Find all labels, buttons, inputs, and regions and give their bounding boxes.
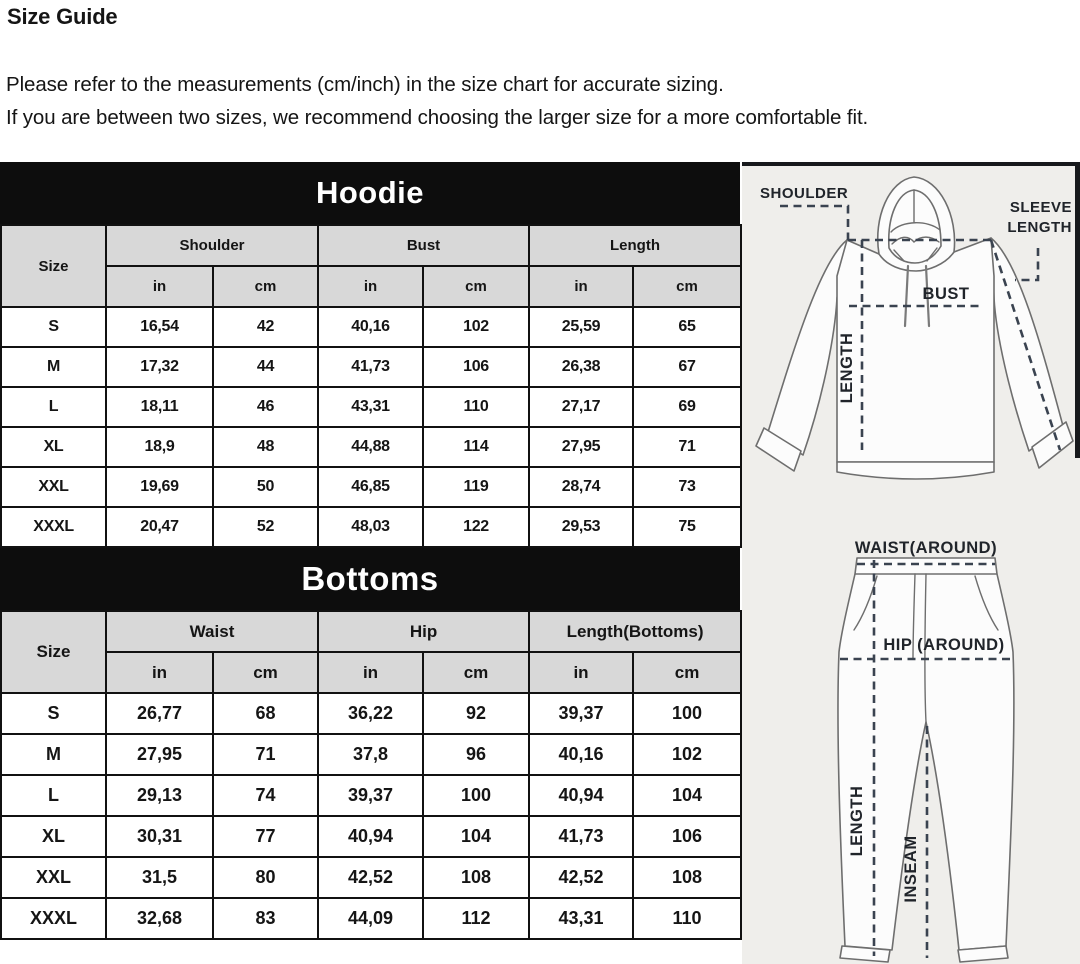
- measurement-cell: 27,17: [529, 387, 633, 427]
- measurement-cell: 92: [423, 693, 529, 734]
- table-row: [1, 387, 741, 427]
- measurement-cell: 46: [213, 387, 318, 427]
- size-cell: M: [1, 347, 106, 387]
- measurement-cell: 18,11: [106, 387, 213, 427]
- bottoms-hip-group-header: Hip: [318, 611, 529, 652]
- measurement-cell: 27,95: [529, 427, 633, 467]
- measurement-diagram: [742, 166, 1080, 964]
- hoodie-length-cm-header: cm: [633, 266, 741, 307]
- measurement-cell: 73: [633, 467, 741, 507]
- hoodie-size-table-section: [0, 162, 740, 548]
- measurement-cell: 26,38: [529, 347, 633, 387]
- measurement-cell: 20,47: [106, 507, 213, 547]
- intro-line-2: If you are between two sizes, we recommend choosing the larger size for a more comfortable fit.: [6, 106, 869, 129]
- measurement-cell: 83: [213, 898, 318, 939]
- measurement-cell: 31,5: [106, 857, 213, 898]
- shoulder-pointer-line: [780, 206, 848, 240]
- bottoms-table-title: Bottoms: [0, 548, 740, 610]
- table-row: [1, 775, 741, 816]
- size-cell: XXXL: [1, 507, 106, 547]
- measurement-cell: 41,73: [529, 816, 633, 857]
- hoodie-size-table: [0, 224, 742, 548]
- measurement-cell: 65: [633, 307, 741, 347]
- measurement-cell: 80: [213, 857, 318, 898]
- measurement-cell: 114: [423, 427, 529, 467]
- shoulder-label: SHOULDER: [760, 185, 849, 202]
- hoodie-bust-group-header: Bust: [318, 225, 529, 266]
- bottoms-waist-in-header: in: [106, 652, 213, 693]
- measurement-cell: 75: [633, 507, 741, 547]
- measurement-cell: 102: [633, 734, 741, 775]
- hip-label: HIP (AROUND): [883, 636, 1005, 654]
- hoodie-shoulder-group-header: Shoulder: [106, 225, 318, 266]
- table-row: [1, 427, 741, 467]
- measurement-cell: 26,77: [106, 693, 213, 734]
- measurement-cell: 17,32: [106, 347, 213, 387]
- page-title: Size Guide: [7, 4, 118, 29]
- measurement-cell: 52: [213, 507, 318, 547]
- measurement-cell: 42: [213, 307, 318, 347]
- hoodie-table-body: [1, 307, 741, 547]
- bottoms-waist-cm-header: cm: [213, 652, 318, 693]
- measurement-cell: 43,31: [318, 387, 423, 427]
- measurement-cell: 106: [423, 347, 529, 387]
- size-cell: M: [1, 734, 106, 775]
- bottoms-size-table-section: [0, 548, 740, 940]
- measurement-cell: 29,53: [529, 507, 633, 547]
- measurement-cell: 39,37: [529, 693, 633, 734]
- measurement-cell: 43,31: [529, 898, 633, 939]
- measurement-cell: 110: [423, 387, 529, 427]
- hoodie-length-in-header: in: [529, 266, 633, 307]
- bust-label: BUST: [922, 285, 970, 303]
- measurement-cell: 28,74: [529, 467, 633, 507]
- bottoms-length-group-header: Length(Bottoms): [529, 611, 741, 652]
- measurement-cell: 32,68: [106, 898, 213, 939]
- bottoms-hip-in-header: in: [318, 652, 423, 693]
- measurement-cell: 37,8: [318, 734, 423, 775]
- measurement-cell: 48,03: [318, 507, 423, 547]
- table-row: [1, 693, 741, 734]
- measurement-cell: 110: [633, 898, 741, 939]
- measurement-cell: 30,31: [106, 816, 213, 857]
- measurement-cell: 96: [423, 734, 529, 775]
- bottoms-hip-cm-header: cm: [423, 652, 529, 693]
- panel-right-edge: [1075, 162, 1080, 458]
- measurement-cell: 36,22: [318, 693, 423, 734]
- measurement-cell: 69: [633, 387, 741, 427]
- measurement-cell: 39,37: [318, 775, 423, 816]
- size-tables: [0, 162, 740, 940]
- sleeve-length-label-line1: SLEEVE: [1009, 199, 1072, 216]
- measurement-cell: 27,95: [106, 734, 213, 775]
- size-cell: XXL: [1, 467, 106, 507]
- bottoms-length-cm-header: cm: [633, 652, 741, 693]
- intro-text: [6, 68, 868, 134]
- measurement-cell: 100: [423, 775, 529, 816]
- measurement-cell: 29,13: [106, 775, 213, 816]
- bottoms-length-in-header: in: [529, 652, 633, 693]
- sleeve-length-label-line2: LENGTH: [1007, 219, 1072, 236]
- measurement-cell: 104: [633, 775, 741, 816]
- measurement-cell: 40,94: [529, 775, 633, 816]
- inseam-label: INSEAM: [902, 835, 920, 903]
- measurement-cell: 77: [213, 816, 318, 857]
- bottoms-size-table: [0, 610, 742, 940]
- measurement-cell: 50: [213, 467, 318, 507]
- table-row: [1, 816, 741, 857]
- measurement-cell: 19,69: [106, 467, 213, 507]
- measurement-cell: 108: [423, 857, 529, 898]
- sleeve-length-pointer-line: [1015, 248, 1038, 280]
- measurement-cell: 40,16: [318, 307, 423, 347]
- table-row: [1, 467, 741, 507]
- table-row: [1, 734, 741, 775]
- bottoms-waist-group-header: Waist: [106, 611, 318, 652]
- measurement-cell: 41,73: [318, 347, 423, 387]
- measurement-cell: 16,54: [106, 307, 213, 347]
- measurement-cell: 44: [213, 347, 318, 387]
- size-cell: L: [1, 775, 106, 816]
- measurement-cell: 106: [633, 816, 741, 857]
- pants-length-label: LENGTH: [848, 785, 866, 857]
- size-cell: XL: [1, 427, 106, 467]
- measurement-cell: 42,52: [529, 857, 633, 898]
- size-cell: S: [1, 693, 106, 734]
- hoodie-illustration: [756, 177, 1073, 479]
- measurement-diagram-panel: [742, 162, 1080, 964]
- table-row: [1, 857, 741, 898]
- measurement-cell: 48: [213, 427, 318, 467]
- measurement-cell: 44,88: [318, 427, 423, 467]
- measurement-cell: 18,9: [106, 427, 213, 467]
- size-cell: L: [1, 387, 106, 427]
- hoodie-bust-in-header: in: [318, 266, 423, 307]
- hoodie-shoulder-in-header: in: [106, 266, 213, 307]
- size-cell: XL: [1, 816, 106, 857]
- hoodie-size-column-header: Size: [1, 225, 106, 307]
- hoodie-table-title: Hoodie: [0, 162, 740, 224]
- intro-line-1: Please refer to the measurements (cm/inch) in the size chart for accurate sizing.: [6, 73, 724, 96]
- measurement-cell: 40,16: [529, 734, 633, 775]
- table-row: [1, 307, 741, 347]
- size-cell: S: [1, 307, 106, 347]
- measurement-cell: 104: [423, 816, 529, 857]
- hoodie-shoulder-cm-header: cm: [213, 266, 318, 307]
- measurement-cell: 46,85: [318, 467, 423, 507]
- measurement-cell: 42,52: [318, 857, 423, 898]
- bottoms-size-column-header: Size: [1, 611, 106, 693]
- hoodie-length-group-header: Length: [529, 225, 741, 266]
- measurement-cell: 100: [633, 693, 741, 734]
- hoodie-length-label: LENGTH: [838, 332, 856, 404]
- size-cell: XXL: [1, 857, 106, 898]
- table-row: [1, 507, 741, 547]
- measurement-cell: 67: [633, 347, 741, 387]
- measurement-cell: 119: [423, 467, 529, 507]
- measurement-cell: 74: [213, 775, 318, 816]
- measurement-cell: 71: [213, 734, 318, 775]
- pants-illustration: [838, 539, 1014, 962]
- measurement-cell: 71: [633, 427, 741, 467]
- hoodie-bust-cm-header: cm: [423, 266, 529, 307]
- measurement-cell: 25,59: [529, 307, 633, 347]
- table-row: [1, 898, 741, 939]
- measurement-cell: 122: [423, 507, 529, 547]
- table-row: [1, 347, 741, 387]
- measurement-cell: 108: [633, 857, 741, 898]
- measurement-cell: 102: [423, 307, 529, 347]
- bottoms-table-body: [1, 693, 741, 939]
- measurement-cell: 112: [423, 898, 529, 939]
- measurement-cell: 44,09: [318, 898, 423, 939]
- waist-label: WAIST(AROUND): [854, 539, 998, 557]
- size-cell: XXXL: [1, 898, 106, 939]
- measurement-cell: 68: [213, 693, 318, 734]
- measurement-cell: 40,94: [318, 816, 423, 857]
